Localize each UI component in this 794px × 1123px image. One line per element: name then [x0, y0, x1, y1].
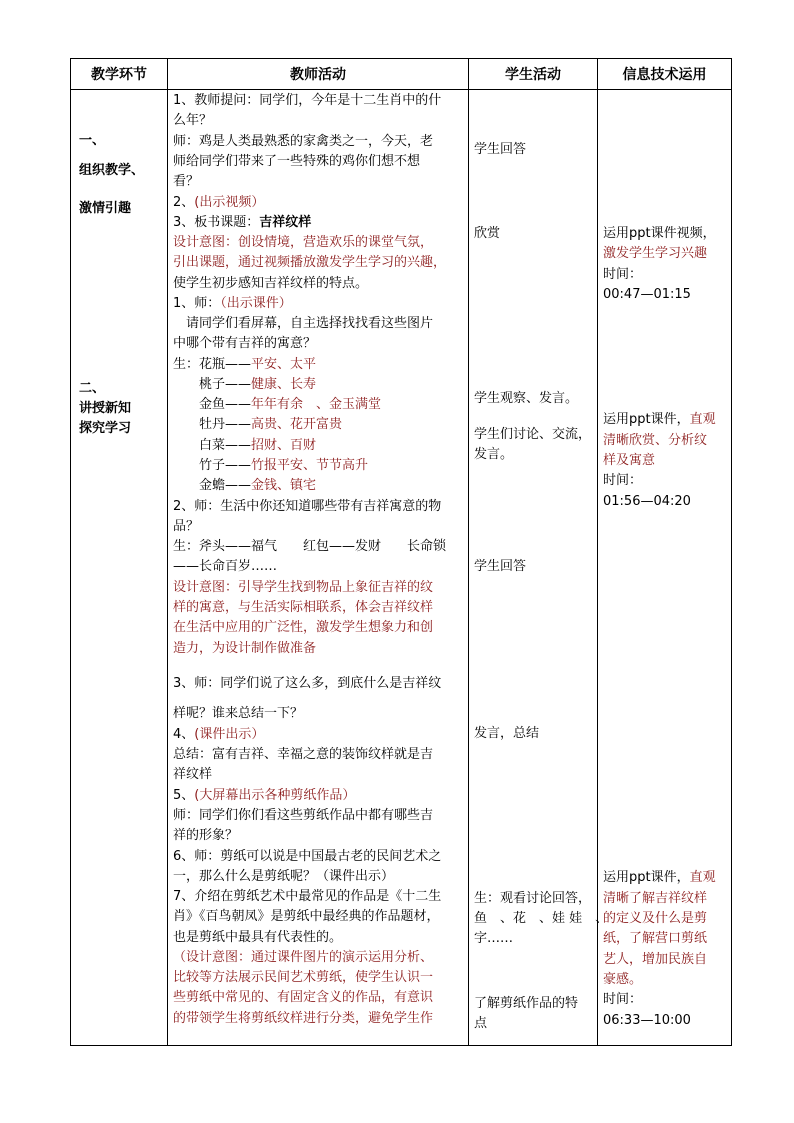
stage-label: 组织教学、	[79, 163, 145, 178]
student-line: 欣赏	[474, 226, 501, 241]
student-line: 字……	[474, 931, 514, 946]
student-line: 了解剪纸作品的特	[474, 996, 579, 1011]
teacher-line: 肖》《百鸟朝凤》是剪纸中最经典的作品题材，	[173, 909, 440, 924]
header-row	[71, 59, 732, 90]
tech-line: 01:56—04:20	[603, 494, 691, 509]
tech-line: 清晰了解吉祥纹样	[603, 891, 708, 906]
teacher-line: 造力，为设计制作做准备	[173, 641, 317, 656]
header-stage: 教学环节	[71, 59, 168, 90]
teacher-line: 引出课题，通过视频播放激发学生学习的兴趣，	[173, 255, 447, 270]
student-line: 发言，总结	[474, 726, 540, 741]
student-line: 点	[474, 1016, 488, 1031]
teacher-line: 设计意图：引导学生找到物品上象征吉祥的纹	[173, 580, 434, 595]
tech-line: 纸，了解营口剪纸	[603, 931, 708, 946]
teacher-line: 在生活中应用的广泛性，激发学生想象力和创	[173, 620, 434, 635]
header-tech: 信息技术运用	[598, 59, 732, 90]
student-line: 学生回答	[474, 559, 527, 574]
teacher-line: 设计意图：创设情境，营造欢乐的课堂气氛，	[173, 235, 434, 250]
student-line: 发言。	[474, 447, 514, 462]
teacher-line: 中哪个带有吉祥的寓意？	[173, 336, 317, 351]
teacher-line: 的带领学生将剪纸纹样进行分类，避免学生作	[173, 1011, 434, 1026]
teacher-line: 样的寓意，与生活实际相联系，体会吉祥纹样	[173, 600, 434, 615]
teacher-line: 6、师：剪纸可以说是中国最古老的民间艺术之	[173, 849, 442, 864]
teacher-line: 品？	[173, 519, 200, 534]
tech-line: 时间：	[603, 473, 643, 488]
content-row	[71, 90, 732, 1046]
teacher-line: 金鱼——年年有余 、金玉满堂	[173, 397, 382, 412]
teacher-line: 也是剪纸中最具有代表性的。	[173, 930, 343, 945]
teacher-line: 请同学们看屏幕，自主选择找找看这些图片	[173, 316, 434, 331]
stage-label: 二、	[79, 381, 106, 396]
teacher-line: 金蟾——金钱、镇宅	[173, 478, 317, 493]
teacher-line: 3、师：同学们说了这么多，到底什么是吉祥纹	[173, 676, 442, 691]
teacher-line: 师：同学们你们看这些剪纸作品中都有哪些吉	[173, 808, 434, 823]
teacher-line: 些剪纸中常见的、有固定含义的作品，有意识	[173, 990, 434, 1005]
teacher-line: 比较等方法展示民间艺术剪纸，使学生认识一	[173, 970, 434, 985]
stage-cell	[71, 90, 168, 1046]
tech-line: 清晰欣赏、分析纹	[603, 433, 708, 448]
teacher-line: 总结：富有吉祥、幸福之意的装饰纹样就是吉	[173, 747, 434, 762]
teacher-line: 桃子——健康、长寿	[173, 377, 317, 392]
teacher-line: 2、(出示视频）	[173, 195, 265, 210]
teacher-line: 样呢？谁来总结一下？	[173, 706, 304, 721]
teacher-line: 祥的形象？	[173, 828, 239, 843]
student-cell	[469, 90, 609, 1046]
tech-line: 00:47—01:15	[603, 287, 691, 302]
teacher-line: 竹子——竹报平安、节节高升	[173, 458, 369, 473]
teacher-line: 祥纹样	[173, 767, 213, 782]
teacher-line: 7、介绍在剪纸艺术中最常见的作品是《十二生	[173, 889, 442, 904]
teacher-line: 1、师：（出示课件）	[173, 296, 292, 311]
teacher-line: 1、教师提问：同学们，今年是十二生肖中的什	[173, 93, 442, 108]
student-line: 学生观察、发言。	[474, 391, 579, 406]
tech-line: 艺人，增加民族自	[603, 952, 708, 967]
tech-line: 的定义及什么是剪	[603, 911, 708, 926]
teacher-line: 3、板书课题：吉祥纹样	[173, 215, 312, 230]
student-line: 鱼 、花 、娃 娃 、	[474, 911, 609, 926]
tech-line: 时间：	[603, 992, 643, 1007]
stage-label: 讲授新知	[79, 401, 132, 416]
tech-line: 时间：	[603, 267, 643, 282]
tech-cell	[598, 90, 732, 1046]
student-line: 学生回答	[474, 142, 527, 157]
stage-label: 激情引趣	[79, 201, 132, 216]
teacher-line: 师给同学们带来了一些特殊的鸡你们想不想	[173, 154, 421, 169]
teacher-line: 一，那么什么是剪纸呢？（课件出示）	[173, 869, 395, 884]
teacher-line: 5、(大屏幕出示各种剪纸作品）	[173, 788, 356, 803]
student-line: 生：观看讨论回答，	[474, 891, 592, 906]
stage-label: 一、	[79, 133, 106, 148]
teacher-line: 使学生初步感知吉祥纹样的特点。	[173, 276, 369, 291]
teacher-line: 师：鸡是人类最熟悉的家禽类之一，今天，老	[173, 134, 434, 149]
lesson-table	[70, 58, 732, 1046]
teacher-line: 生：斧头——福气 红包——发财 长命锁	[173, 539, 447, 554]
tech-line: 06:33—10:00	[603, 1013, 691, 1028]
teacher-line: 白菜——招财、百财	[173, 438, 317, 453]
stage-label: 探究学习	[79, 421, 132, 436]
teacher-line: 牡丹——高贵、花开富贵	[173, 417, 343, 432]
teacher-line: 生：花瓶——平安、太平	[173, 357, 317, 372]
header-student: 学生活动	[469, 59, 598, 90]
tech-line: 运用ppt课件视频，	[603, 226, 716, 241]
teacher-line: 2、师：生活中你还知道哪些带有吉祥寓意的物	[173, 499, 442, 514]
teacher-cell	[168, 90, 469, 1046]
tech-line: 激发学生学习兴趣	[603, 246, 708, 261]
teacher-line: （设计意图：通过课件图片的演示运用分析、	[173, 950, 434, 965]
header-teacher: 教师活动	[168, 59, 469, 90]
teacher-line: 看？	[173, 174, 200, 189]
tech-line: 豪感。	[603, 972, 643, 987]
student-line: 学生们讨论、交流，	[474, 427, 592, 442]
tech-line: 运用ppt课件，直观	[603, 870, 716, 885]
teacher-line: 4、(课件出示）	[173, 727, 265, 742]
teacher-line: 么年？	[173, 113, 213, 128]
tech-line: 运用ppt课件，直观	[603, 412, 716, 427]
tech-line: 样及寓意	[603, 453, 656, 468]
teacher-line: ——长命百岁……	[173, 559, 278, 574]
